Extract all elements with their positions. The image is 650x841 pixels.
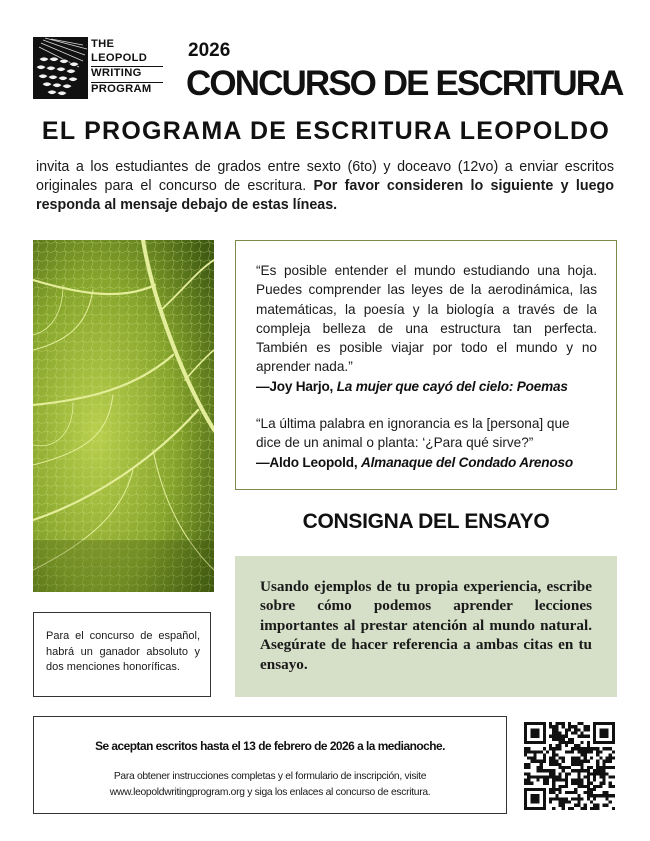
essay-prompt-text: Usando ejemplos de tu propia experiencia, escribe sobre cómo podemos aprender lecciones importantes al prestar atención al mundo natural. Asegúrate de hacer referencia a ambas citas en tu ensayo. [260,578,592,673]
quote-leopold-source: Almanaque del Condado Arenoso [360,454,573,470]
essay-prompt-heading: CONSIGNA DEL ENSAYO [302,510,550,533]
winners-note-box [33,612,211,697]
quotes-box [235,240,617,490]
intro-text: invita a los estudiantes de grados entre sexto (6to) y doceavo (12vo) a enviar escritos originales para el concurso de escritura. [36,159,614,194]
logo-line-2: LEOPOLD [91,52,163,68]
quote-leopold-attribution [256,453,597,472]
quote-leopold: “La última palabra en ignorancia es la [persona] que dice de un animal o planta: ‘¿Para qué sirve?” [256,416,570,451]
program-subtitle: EL PROGRAMA DE ESCRITURA LEOPOLDO [41,117,611,145]
quote-leopold-author: —Aldo Leopold, [256,454,358,470]
logo-line-1: THE [91,38,115,50]
winners-note: Para el concurso de español, habrá un ganador absoluto y dos menciones honoríficas. [46,630,200,673]
leopold-logo [33,37,161,99]
qr-code[interactable] [524,722,615,810]
page-title: CONCURSO DE ESCRITURA [186,64,623,103]
intro-paragraph [36,158,614,215]
intro-bold-text: Por favor consideren lo siguiente y luego responda al mensaje debajo de estas líneas. [36,178,614,213]
deadline-box [33,716,507,814]
quote-harjo-attribution [256,377,597,396]
logo-line-3: WRITING [91,67,163,83]
pinecone-logo-icon [33,37,88,99]
logo-line-4: PROGRAM [91,82,152,95]
quote-harjo-source: La mujer que cayó del cielo: Poemas [336,378,568,394]
contest-year: 2026 [188,40,231,61]
deadline-text: Se aceptan escritos hasta el 13 de febrero de 2026 a la medianoche. [95,739,445,753]
leaf-photo [33,240,214,592]
instructions-line-1: Para obtener instrucciones completas y el formulario de inscripción, visite [113,771,427,782]
instructions-text [34,769,506,800]
quote-harjo-author: —Joy Harjo, [256,378,334,394]
essay-prompt-box [235,556,617,697]
instructions-link-line[interactable]: www.leopoldwritingprogram.org y siga los enlaces al concurso de escritura. [109,786,431,798]
logo-wordmark [91,38,163,96]
quote-harjo: “Es posible entender el mundo estudiando una hoja. Puedes comprender las leyes de la aerodinámica, las matemáticas, la poesía y la biología a través de la compleja belleza de una estructura tan perfecta. También es posible viajar por todo el mundo y no aprender nada.” [256,263,597,375]
